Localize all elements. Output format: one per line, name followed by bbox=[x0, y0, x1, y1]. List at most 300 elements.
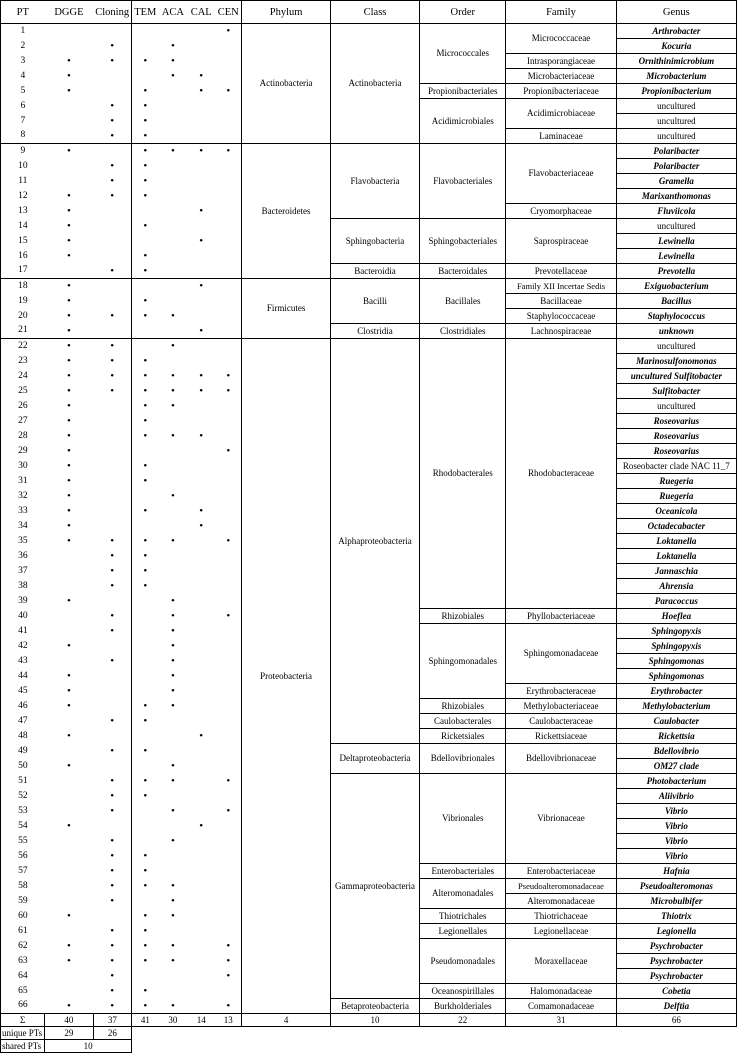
marker-cal bbox=[187, 969, 215, 984]
marker-cloning: • bbox=[93, 864, 131, 879]
marker-tem: • bbox=[143, 475, 148, 487]
marker-cal bbox=[187, 849, 215, 864]
marker-dgge bbox=[45, 39, 94, 54]
order-cell: Rhizobiales bbox=[420, 699, 506, 714]
marker-cloning bbox=[93, 24, 131, 39]
marker-dgge: • bbox=[67, 85, 71, 97]
family-cell: Sphingomonadaceae bbox=[506, 624, 616, 684]
phylum-cell: Actinobacteria bbox=[242, 24, 330, 144]
genus-cell: Vibrio bbox=[616, 849, 736, 864]
marker-dgge bbox=[45, 864, 94, 879]
taxon-row bbox=[1, 999, 737, 1014]
marker-cloning: • bbox=[93, 384, 131, 399]
marker-cloning: • bbox=[93, 774, 131, 789]
marker-dgge bbox=[45, 984, 94, 999]
genus-cell: Marinosulfonomonas bbox=[616, 354, 736, 369]
marker-cal: • bbox=[199, 730, 204, 742]
marker-aca bbox=[159, 129, 188, 144]
marker-dgge: • bbox=[67, 640, 71, 652]
marker-tem bbox=[132, 639, 159, 654]
marker-aca bbox=[159, 99, 188, 114]
marker-tem: • bbox=[143, 400, 148, 412]
marker-cen bbox=[215, 624, 242, 639]
marker-aca bbox=[159, 744, 188, 759]
genus-cell: Staphylococcus bbox=[616, 309, 736, 324]
class-cell: Sphingobacteria bbox=[330, 219, 420, 264]
family-cell: Family XII Incertae Sedis bbox=[506, 279, 616, 294]
family-cell: Intrasporangiaceae bbox=[506, 54, 616, 69]
marker-cen bbox=[215, 909, 242, 924]
order-cell: Bdellovibrionales bbox=[420, 744, 506, 774]
pt-id: 63 bbox=[1, 954, 45, 969]
order-cell: Clostridiales bbox=[420, 324, 506, 339]
marker-dgge: • bbox=[67, 760, 71, 772]
marker-tem: • bbox=[143, 940, 148, 952]
marker-dgge: • bbox=[67, 505, 71, 517]
marker-cal bbox=[187, 54, 215, 69]
marker-aca bbox=[159, 174, 188, 189]
marker-cen bbox=[215, 399, 242, 414]
marker-aca: • bbox=[159, 999, 188, 1014]
taxon-row bbox=[1, 744, 737, 759]
marker-tem: • bbox=[143, 925, 148, 937]
genus-cell: Caulobacter bbox=[616, 714, 736, 729]
marker-cal bbox=[187, 399, 215, 414]
marker-aca: • bbox=[171, 535, 175, 547]
genus-cell: uncultured bbox=[616, 114, 736, 129]
marker-cal bbox=[187, 474, 215, 489]
marker-cen bbox=[215, 294, 242, 309]
marker-cen bbox=[215, 429, 242, 444]
marker-tem: • bbox=[143, 264, 148, 277]
marker-cloning: • bbox=[93, 99, 131, 114]
header-cloning: Cloning bbox=[93, 1, 131, 24]
marker-dgge bbox=[45, 99, 94, 114]
marker-cal bbox=[187, 894, 215, 909]
marker-dgge: • bbox=[67, 385, 71, 397]
family-cell: Micrococcaceae bbox=[506, 24, 616, 54]
marker-cen bbox=[215, 174, 242, 189]
marker-tem: • bbox=[143, 355, 148, 367]
header-pt: PT bbox=[1, 1, 45, 24]
pt-id: 19 bbox=[1, 294, 45, 309]
marker-tem: • bbox=[143, 310, 148, 322]
family-cell: Comamonadaceae bbox=[506, 999, 616, 1014]
marker-aca bbox=[159, 819, 188, 834]
pt-id: 14 bbox=[1, 219, 45, 234]
marker-cen bbox=[215, 684, 242, 699]
marker-tem bbox=[132, 669, 159, 684]
class-cell: Bacteroidia bbox=[330, 264, 420, 279]
marker-tem bbox=[132, 234, 159, 249]
taxon-row bbox=[1, 279, 737, 294]
marker-cloning bbox=[93, 324, 131, 339]
pt-id: 20 bbox=[1, 309, 45, 324]
marker-dgge: • bbox=[67, 400, 71, 412]
marker-cloning: • bbox=[93, 174, 131, 189]
family-cell: Staphylococcaceae bbox=[506, 309, 616, 324]
order-cell: Enterobacteriales bbox=[420, 864, 506, 879]
totals-phylum: 4 bbox=[242, 1014, 330, 1027]
marker-tem bbox=[132, 69, 159, 84]
genus-cell: unknown bbox=[616, 324, 736, 339]
marker-cloning: • bbox=[93, 624, 131, 639]
marker-dgge bbox=[45, 609, 94, 624]
genus-cell: Ruegeria bbox=[616, 489, 736, 504]
phylum-cell: Proteobacteria bbox=[242, 339, 330, 1014]
marker-cal: • bbox=[199, 520, 204, 532]
marker-dgge: • bbox=[67, 685, 71, 697]
marker-dgge bbox=[45, 174, 94, 189]
marker-dgge: • bbox=[67, 490, 71, 502]
marker-cen bbox=[215, 699, 242, 714]
order-cell: Micrococcales bbox=[420, 24, 506, 84]
pt-id: 12 bbox=[1, 189, 45, 204]
marker-dgge: • bbox=[45, 279, 94, 294]
pt-id: 59 bbox=[1, 894, 45, 909]
marker-cal bbox=[187, 354, 215, 369]
pt-id: 13 bbox=[1, 204, 45, 219]
marker-aca bbox=[159, 84, 188, 99]
pt-id: 15 bbox=[1, 234, 45, 249]
pt-id: 7 bbox=[1, 114, 45, 129]
marker-aca: • bbox=[171, 55, 175, 67]
marker-cal bbox=[187, 459, 215, 474]
marker-cen bbox=[215, 789, 242, 804]
marker-tem: • bbox=[143, 865, 148, 877]
marker-aca bbox=[159, 519, 188, 534]
genus-cell: Marixanthomonas bbox=[616, 189, 736, 204]
genus-cell: Bdellovibrio bbox=[616, 744, 736, 759]
class-cell: Actinobacteria bbox=[330, 24, 420, 144]
marker-aca: • bbox=[171, 385, 175, 397]
marker-cal bbox=[187, 189, 215, 204]
marker-cen: • bbox=[215, 609, 242, 624]
marker-cal: • bbox=[199, 205, 204, 217]
marker-cloning: • bbox=[93, 54, 131, 69]
marker-cloning bbox=[93, 69, 131, 84]
marker-tem: • bbox=[143, 715, 148, 727]
marker-aca: • bbox=[171, 70, 175, 82]
marker-cen: • bbox=[215, 444, 242, 459]
marker-aca: • bbox=[159, 339, 188, 354]
marker-aca: • bbox=[171, 685, 175, 697]
header-family: Family bbox=[506, 1, 616, 24]
marker-aca bbox=[159, 444, 188, 459]
marker-aca bbox=[159, 24, 188, 39]
marker-cloning: • bbox=[93, 744, 131, 759]
marker-cloning: • bbox=[93, 264, 131, 279]
marker-tem bbox=[132, 24, 159, 39]
marker-cen bbox=[215, 219, 242, 234]
marker-tem: • bbox=[143, 175, 148, 187]
family-cell: Phyllobacteriaceae bbox=[506, 609, 616, 624]
marker-cloning bbox=[93, 219, 131, 234]
genus-cell: Polaribacter bbox=[616, 144, 736, 159]
order-cell: Pseudomonadales bbox=[420, 939, 506, 984]
pt-id: 44 bbox=[1, 669, 45, 684]
genus-cell: Pseudoalteromonas bbox=[616, 879, 736, 894]
marker-dgge: • bbox=[67, 730, 71, 742]
marker-cloning: • bbox=[93, 849, 131, 864]
marker-cen bbox=[215, 579, 242, 594]
marker-cal: • bbox=[187, 279, 215, 294]
marker-tem: • bbox=[143, 85, 148, 97]
class-cell: Clostridia bbox=[330, 324, 420, 339]
marker-aca: • bbox=[159, 144, 188, 159]
marker-aca bbox=[159, 579, 188, 594]
pt-id: 52 bbox=[1, 789, 45, 804]
marker-dgge bbox=[45, 804, 94, 819]
genus-cell: Oceanicola bbox=[616, 504, 736, 519]
header-class: Class bbox=[330, 1, 420, 24]
marker-cloning bbox=[93, 684, 131, 699]
header-cen: CEN bbox=[215, 1, 242, 24]
marker-dgge bbox=[45, 879, 94, 894]
totals-class: 10 bbox=[330, 1014, 420, 1027]
marker-dgge bbox=[45, 924, 94, 939]
marker-cal: • bbox=[199, 235, 204, 247]
genus-cell: Ahrensia bbox=[616, 579, 736, 594]
marker-aca bbox=[159, 564, 188, 579]
genus-cell: Vibrio bbox=[616, 819, 736, 834]
marker-dgge: • bbox=[67, 70, 71, 82]
marker-dgge: • bbox=[67, 445, 71, 457]
marker-cen bbox=[215, 339, 242, 354]
marker-dgge bbox=[45, 849, 94, 864]
marker-cen bbox=[215, 924, 242, 939]
totals-tem: 41 bbox=[132, 1014, 159, 1027]
marker-tem: • bbox=[143, 775, 148, 787]
genus-cell: Sphingomonas bbox=[616, 654, 736, 669]
marker-dgge: • bbox=[67, 295, 71, 307]
marker-tem bbox=[132, 39, 159, 54]
genus-cell: Delftia bbox=[616, 999, 736, 1014]
marker-dgge bbox=[45, 744, 94, 759]
family-cell: Laminaceae bbox=[506, 129, 616, 144]
pt-id: 4 bbox=[1, 69, 45, 84]
marker-cen: • bbox=[215, 939, 242, 954]
marker-cen bbox=[215, 264, 242, 279]
marker-tem: • bbox=[143, 250, 148, 262]
marker-tem bbox=[132, 969, 159, 984]
pt-id: 42 bbox=[1, 639, 45, 654]
marker-cloning: • bbox=[93, 339, 131, 354]
genus-cell: Rickettsia bbox=[616, 729, 736, 744]
marker-dgge: • bbox=[67, 55, 71, 67]
phylum-cell: Firmicutes bbox=[242, 279, 330, 339]
marker-cal bbox=[187, 564, 215, 579]
pt-id: 47 bbox=[1, 714, 45, 729]
pt-id: 60 bbox=[1, 909, 45, 924]
taxon-row bbox=[1, 339, 737, 354]
marker-tem: • bbox=[143, 550, 148, 562]
pt-id: 24 bbox=[1, 369, 45, 384]
genus-cell: Kocuria bbox=[616, 39, 736, 54]
family-cell: Halomonadaceae bbox=[506, 984, 616, 999]
genus-cell: OM27 clade bbox=[616, 759, 736, 774]
marker-tem: • bbox=[143, 295, 148, 307]
marker-cal bbox=[187, 639, 215, 654]
marker-tem bbox=[132, 204, 159, 219]
marker-aca bbox=[159, 249, 188, 264]
family-cell: Erythrobacteraceae bbox=[506, 684, 616, 699]
marker-cloning: • bbox=[93, 579, 131, 594]
marker-tem bbox=[132, 729, 159, 744]
pt-id: 41 bbox=[1, 624, 45, 639]
pt-id: 49 bbox=[1, 744, 45, 759]
pt-id: 35 bbox=[1, 534, 45, 549]
totals-family: 31 bbox=[506, 1014, 616, 1027]
marker-aca: • bbox=[171, 775, 175, 787]
marker-aca bbox=[159, 204, 188, 219]
marker-aca: • bbox=[171, 910, 175, 922]
marker-aca: • bbox=[171, 610, 175, 622]
marker-aca: • bbox=[171, 310, 175, 322]
order-cell: Vibrionales bbox=[420, 774, 506, 864]
totals-cloning: 37 bbox=[93, 1014, 131, 1027]
pt-id: 64 bbox=[1, 969, 45, 984]
marker-dgge bbox=[45, 114, 94, 129]
marker-cen: • bbox=[215, 999, 242, 1014]
marker-cal bbox=[187, 939, 215, 954]
family-cell: Bdellovibrionaceae bbox=[506, 744, 616, 774]
genus-cell: Roseovarius bbox=[616, 429, 736, 444]
marker-dgge: • bbox=[67, 355, 71, 367]
marker-aca: • bbox=[171, 640, 175, 652]
marker-cen bbox=[215, 354, 242, 369]
class-cell: Deltaproteobacteria bbox=[330, 744, 420, 774]
marker-cen bbox=[215, 834, 242, 849]
marker-cen bbox=[215, 744, 242, 759]
genus-cell: Photobacterium bbox=[616, 774, 736, 789]
marker-cal bbox=[187, 24, 215, 39]
pt-id: 27 bbox=[1, 414, 45, 429]
marker-aca: • bbox=[171, 595, 175, 607]
marker-aca bbox=[159, 984, 188, 999]
genus-cell: Ornithinimicrobium bbox=[616, 54, 736, 69]
marker-tem: • bbox=[143, 100, 148, 112]
marker-cal bbox=[187, 294, 215, 309]
family-cell: Vibrionaceae bbox=[506, 774, 616, 864]
family-cell: Prevotellaceae bbox=[506, 264, 616, 279]
pt-id: 22 bbox=[1, 339, 45, 354]
marker-cal bbox=[187, 174, 215, 189]
marker-cen bbox=[215, 69, 242, 84]
marker-cen bbox=[215, 504, 242, 519]
marker-dgge bbox=[45, 579, 94, 594]
marker-cloning: • bbox=[93, 534, 131, 549]
marker-cen bbox=[215, 879, 242, 894]
genus-cell: Sulfitobacter bbox=[616, 384, 736, 399]
marker-cal bbox=[187, 159, 215, 174]
phylum-cell: Bacteroidetes bbox=[242, 144, 330, 279]
marker-tem: • bbox=[143, 385, 148, 397]
marker-cal bbox=[187, 549, 215, 564]
marker-dgge bbox=[45, 624, 94, 639]
pt-id: 21 bbox=[1, 324, 45, 339]
marker-aca bbox=[159, 324, 188, 339]
genus-cell: Bacillus bbox=[616, 294, 736, 309]
marker-aca: • bbox=[171, 490, 175, 502]
genus-cell: Gramella bbox=[616, 174, 736, 189]
marker-aca bbox=[159, 969, 188, 984]
order-cell: Bacteroidales bbox=[420, 264, 506, 279]
marker-cal bbox=[187, 219, 215, 234]
marker-cal: • bbox=[199, 324, 204, 337]
marker-tem bbox=[132, 279, 159, 294]
family-cell: Rhodobacteraceae bbox=[506, 339, 616, 609]
marker-tem bbox=[132, 489, 159, 504]
family-cell: Thiotrichaceae bbox=[506, 909, 616, 924]
marker-dgge: • bbox=[67, 250, 71, 262]
marker-cen bbox=[215, 474, 242, 489]
marker-cloning bbox=[93, 594, 131, 609]
pt-id: 53 bbox=[1, 804, 45, 819]
marker-cal bbox=[187, 249, 215, 264]
totals-order: 22 bbox=[420, 1014, 506, 1027]
header-cal: CAL bbox=[187, 1, 215, 24]
order-cell: Thiotrichales bbox=[420, 909, 506, 924]
order-cell: Ricketsiales bbox=[420, 729, 506, 744]
marker-tem: • bbox=[143, 565, 148, 577]
marker-cloning: • bbox=[93, 969, 131, 984]
marker-tem bbox=[132, 624, 159, 639]
marker-aca bbox=[159, 414, 188, 429]
genus-cell: Paracoccus bbox=[616, 594, 736, 609]
marker-aca: • bbox=[171, 940, 175, 952]
marker-cal: • bbox=[199, 820, 204, 832]
shared-value: 10 bbox=[45, 1040, 132, 1053]
marker-cloning: • bbox=[93, 114, 131, 129]
order-cell: Propionibacteriales bbox=[420, 84, 506, 99]
marker-cloning: • bbox=[93, 159, 131, 174]
marker-cloning bbox=[93, 249, 131, 264]
pt-id: 30 bbox=[1, 459, 45, 474]
pt-id: 17 bbox=[1, 264, 45, 279]
marker-cen bbox=[215, 459, 242, 474]
pt-id: 36 bbox=[1, 549, 45, 564]
marker-cen bbox=[215, 234, 242, 249]
pt-id: 62 bbox=[1, 939, 45, 954]
marker-dgge: • bbox=[67, 595, 71, 607]
marker-tem bbox=[132, 594, 159, 609]
marker-cen bbox=[215, 519, 242, 534]
pt-id: 51 bbox=[1, 774, 45, 789]
marker-dgge: • bbox=[45, 999, 94, 1014]
marker-aca bbox=[159, 849, 188, 864]
pt-id: 38 bbox=[1, 579, 45, 594]
marker-aca bbox=[159, 354, 188, 369]
marker-cen bbox=[215, 759, 242, 774]
genus-cell: Microbulbifer bbox=[616, 894, 736, 909]
marker-tem: • bbox=[143, 115, 148, 127]
marker-cen bbox=[215, 189, 242, 204]
marker-cen bbox=[215, 309, 242, 324]
marker-cal: • bbox=[199, 430, 204, 442]
marker-cal: • bbox=[199, 505, 204, 517]
marker-cloning: • bbox=[93, 609, 131, 624]
pt-id: 54 bbox=[1, 819, 45, 834]
genus-cell: Vibrio bbox=[616, 834, 736, 849]
marker-cloning: • bbox=[93, 999, 131, 1014]
pt-id: 18 bbox=[1, 279, 45, 294]
order-cell: Legionellales bbox=[420, 924, 506, 939]
pt-id: 58 bbox=[1, 879, 45, 894]
shared-label: shared PTs bbox=[1, 1040, 45, 1053]
order-cell: Burkholderiales bbox=[420, 999, 506, 1014]
marker-cloning bbox=[93, 639, 131, 654]
